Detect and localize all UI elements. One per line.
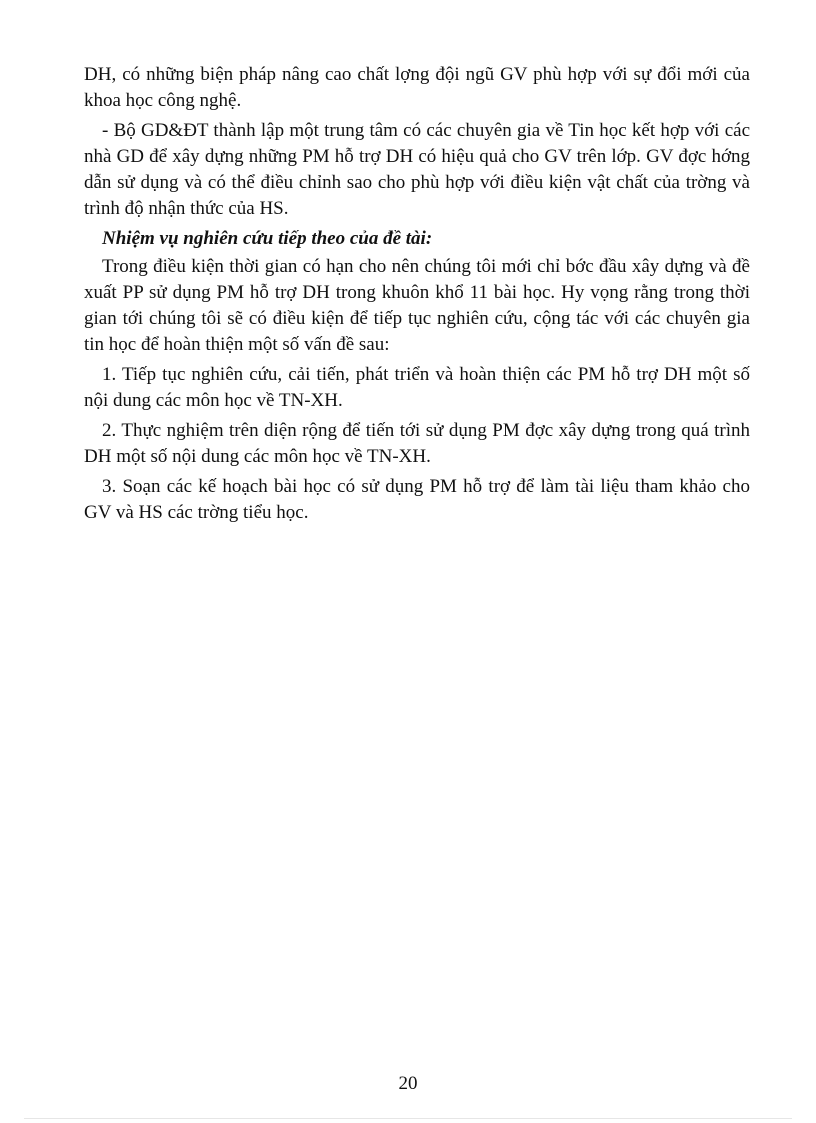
body-paragraph: DH, có những biện pháp nâng cao chất lợng đội ngũ GV phù hợp với sự đổi mới của khoa học công nghệ. [84,64,750,111]
section-heading: Nhiệm vụ nghiên cứu tiếp theo của đề tài: [102,228,433,249]
list-item: 1. Tiếp tục nghiên cứu, cải tiến, phát triển và hoàn thiện các PM hỗ trợ DH một số nội dung các môn học về TN-XH. [84,364,750,411]
list-item: 2. Thực nghiệm trên diện rộng để tiến tới sử dụng PM đợc xây dựng trong quá trình DH một số nội dung các môn học về TN-XH. [84,420,750,467]
body-paragraph: - Bộ GD&ĐT thành lập một trung tâm có các chuyên gia về Tin học kết hợp với các nhà GD để xây dựng những PM hỗ trợ DH có hiệu quả cho GV trên lớp. GV đợc hớng dẫn sử dụng và có thể điều chỉnh sao cho phù hợp với điều kiện vật chất của trờng và trình độ nhận thức của HS. [84,120,750,219]
list-item: 3. Soạn các kế hoạch bài học có sử dụng PM hỗ trợ để làm tài liệu tham khảo cho GV và HS các trờng tiểu học. [84,476,750,523]
page-body [84,62,750,530]
page-bottom-divider [24,1118,792,1119]
page-number: 20 [398,1073,418,1094]
body-paragraph: Trong điều kiện thời gian có hạn cho nên chúng tôi mới chỉ bớc đầu xây dựng và đề xuất PP sử dụng PM hỗ trợ DH trong khuôn khổ 11 bài học. Hy vọng rằng trong thời gian tới chúng tôi sẽ có điều kiện để tiếp tục nghiên cứu, cộng tác với các chuyên gia tin học để hoàn thiện một số vấn đề sau: [84,256,750,355]
